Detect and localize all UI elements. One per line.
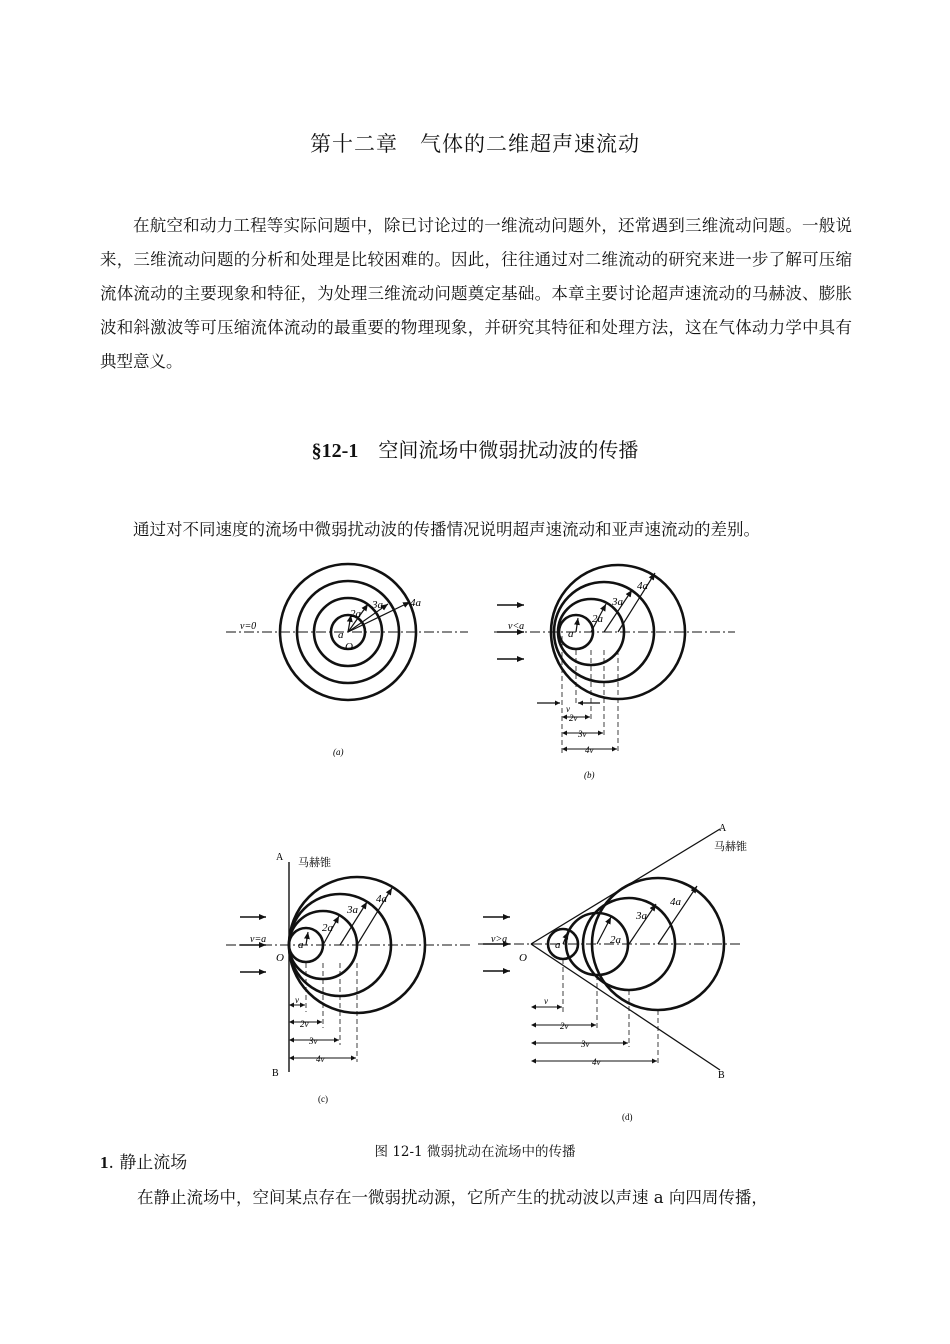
subsection-heading: 1. 静止流场 <box>100 1153 188 1173</box>
origin-label: O <box>276 952 284 964</box>
point-label: A <box>276 852 284 863</box>
panel-a <box>226 564 468 757</box>
subsection-number: 1 <box>100 1153 109 1172</box>
radius-label: 4a <box>637 580 648 592</box>
mach-cone-label: 马赫锥 <box>298 857 331 869</box>
intro-paragraph: 在航空和动力工程等实际问题中，除已讨论过的一维流动问题外，还常遇到三维流动问题。一般说来，三维流动问题的分析和处理是比较困难的。因此，往往通过对二维流动的研究来进一步了解可压缩流体流动的主要现象和特征，为处理三维流动问题奠定基础。本章主要讨论超声速流动的马赫波、膨胀波和斜激波等可压缩流体流动的最重要的物理现象，并研究其特征和处理方法，这在气体动力学中具有典型意义。 <box>100 216 852 371</box>
radius-label: 3a <box>636 910 647 922</box>
radius-arrow <box>576 618 578 632</box>
radius-arrow <box>597 917 611 944</box>
figure-caption: 图 12-1 微弱扰动在流场中的传播 <box>374 1144 576 1160</box>
radius-label: a <box>555 939 561 951</box>
point-label: B <box>718 1070 725 1081</box>
point-label: B <box>272 1068 279 1079</box>
section-title-text: 空间流场中微弱扰动波的传播 <box>378 438 639 462</box>
section-number: §12-1 <box>311 440 359 462</box>
radius-label: 4a <box>670 896 681 908</box>
subsection-title: 静止流场 <box>119 1153 188 1173</box>
distance-label: 3v <box>578 729 587 739</box>
distance-label: 2v <box>569 713 578 723</box>
radius-label: 4a <box>410 597 421 609</box>
chapter-title: 第十二章 气体的二维超声速流动 <box>310 132 640 156</box>
body-paragraph: 在静止流场中，空间某点存在一微弱扰动源，它所产生的扰动波以声速 a 向四周传播， <box>137 1188 768 1207</box>
radius-label: 2a <box>610 934 621 946</box>
distance-label: 4v <box>592 1057 601 1067</box>
distance-label: 3v <box>309 1036 318 1046</box>
radius-arrow <box>306 932 308 945</box>
flow-label: v=a <box>250 934 267 945</box>
distance-label: 3v <box>581 1039 590 1049</box>
distance-label: 4v <box>585 745 594 755</box>
radius-label: 3a <box>612 596 623 608</box>
panel-label: (d) <box>622 1112 633 1122</box>
panel-b <box>494 565 735 780</box>
panel-label: (c) <box>318 1094 328 1104</box>
distance-label: v <box>544 996 548 1006</box>
origin-label: O <box>519 952 527 964</box>
mach-cone-label: 马赫锥 <box>714 841 747 853</box>
distance-label: 2v <box>300 1019 309 1029</box>
flow-label: v>a <box>491 934 508 945</box>
point-label: A <box>719 823 727 834</box>
distance-label: 4v <box>316 1054 325 1064</box>
radius-label: a <box>338 629 344 641</box>
radius-label: a <box>298 939 304 951</box>
distance-label: v <box>295 995 299 1005</box>
panel-d <box>478 823 747 1122</box>
radius-label: a <box>568 628 574 640</box>
radius-label: 2a <box>592 613 603 625</box>
distance-label: v <box>566 704 570 714</box>
radius-label: 2a <box>322 922 333 934</box>
radius-label: 2a <box>350 608 361 620</box>
lead-paragraph: 通过对不同速度的流场中微弱扰动波的传播情况说明超声速流动和亚声速流动的差别。 <box>133 520 760 539</box>
distance-label: 2v <box>560 1021 569 1031</box>
flow-label: v=0 <box>240 621 257 632</box>
panel-c <box>226 852 470 1104</box>
radius-label: 4a <box>376 893 387 905</box>
panel-label: (b) <box>584 770 595 780</box>
radius-label: 3a <box>372 599 383 611</box>
flow-label: v<a <box>508 621 525 632</box>
panel-label: (a) <box>333 747 344 757</box>
radius-label: 3a <box>347 904 358 916</box>
origin-label: O <box>345 641 353 653</box>
